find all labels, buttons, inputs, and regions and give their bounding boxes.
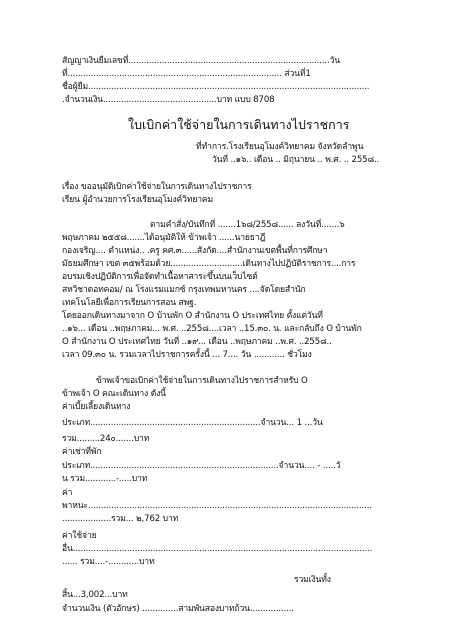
body-line: โดยออกเดินทางมาจาก O บ้านพัก O สำนักงาน O ประเทศไทย ตั้งแต่วันที่ (62, 311, 323, 321)
body-line: มัธยมศึกษา เขต ๓๕พร้อมด้วย............................เดินทางไปปฏิบัติราชการ....การ (62, 259, 356, 269)
body-line: สหวิชาดอทคอม/ ณ โรงแรมแมกซ์ กรุงเทพมหานคร ....จัดโดยสำนัก (62, 285, 306, 295)
body-line: ตามคำสั่ง/บันทึกที่ .......1๖๘/255๘...... ลงวันที่.......๖ (150, 220, 345, 230)
transport-total-line: ...................รวม... ๒,762 บาท (62, 514, 179, 524)
lodging-total-line: น รวม............-.....บาท (62, 474, 148, 484)
body-line: พฤษภาคม ๒๕๕๘.......ได้อนุมัติให้ ข้าพเจ้า ......นายธาฎี (62, 233, 266, 243)
allowance-type-line: ประเภท..................................................................จำนวน... 1 ...วัน (62, 418, 323, 428)
subject-line: เรื่อง ขออนุมัติเบิกค่าใช้จ่ายในการเดินทางไปราชการ (62, 182, 252, 192)
other-expenses-line: อื่น.................................................................................................................... (62, 544, 373, 554)
transport-line: พาหนะ.............................................................................................................. (62, 501, 372, 511)
recipient-line: เรียน ผู้อำนวยการโรงเรียนอุโมงค์วิทยาคม (62, 195, 213, 205)
grand-total-line: สิ้น...3,002...บาท (62, 590, 128, 600)
date-part-line: ที่................................................................................... ส่วนที่1 (62, 69, 311, 79)
other-expenses-heading: ค่าใช้จ่าย (62, 531, 97, 541)
other-expenses-total-line: ...... รวม....-............บาท (62, 557, 155, 567)
request-line: ข้าพเจ้า O คณะเดินทาง ดังนี้ (62, 389, 166, 399)
amount-line: .จำนวนเงิน............................................บาท แบบ 8708 (62, 95, 275, 105)
body-line: เทคโนโลยีเพื่อการเรียนการสอน สพฐ. (62, 298, 197, 308)
document-date: วันที่ ..๑๖.. เดือน .. มิถุนายน .. พ.ศ. .. 255๘.. (212, 155, 380, 165)
office-line: ที่ทำการ.โรงเรียนอุโมงค์วิทยาคม จังหวัดลำพูน (196, 142, 364, 152)
amount-in-words-line: จำนวนเงิน (ตัวอักษร) ..............สามพันสองบาทถ้วน................. (62, 604, 294, 614)
grand-total-label: รวมเงินทั้ง (294, 575, 331, 585)
document-title: ใบเบิกค่าใช้จ่ายในการเดินทางไปราชการ (128, 117, 350, 132)
lodging-heading: ค่าเช่าที่พัก (62, 447, 102, 457)
body-line: เวลา 09.๓๐ น. รวมเวลาไปราชการครั้งนี้ ... 7.... วัน ............ ชั่วโมง (62, 350, 312, 360)
borrower-line: ชื่อผู้ยืม............................................................................................................. (62, 82, 370, 92)
request-line: ข้าพเจ้าขอเบิกค่าใช้จ่ายในการเดินทางไปราชการสำหรับ O (96, 376, 308, 386)
body-line: ..๑๖... เดือน ..พฤษภาคม... พ.ศ. ..255๘....เวลา ..15.๓๐. น. และกลับถึง O บ้านพัก (62, 324, 362, 334)
body-line: กองเจริญ.... ตำแหน่ง.. .ครู คศ.๓......สังกัด....สำนักงานเขตพื้นที่การศึกษา (62, 246, 328, 256)
body-line: อบรมเชิงปฏิบัติการเพื่อจัดทำเนื้อหาสาระขึ้นบนเว็บไซต์ (62, 272, 258, 282)
contract-no-line: สัญญาเงินยืมเลขที่..............................................................................วัน (62, 56, 340, 66)
body-line: O สำนักงาน O ประเทศไทย วันที่ ..๑๙... เดือน ..พฤษภาคม ..พ.ศ. ..255๘.. (62, 337, 332, 347)
allowance-heading: ค่าเบี้ยเลี้ยงเดินทาง (62, 402, 131, 412)
allowance-total-line: รวม.........24๐.......บาท (62, 434, 150, 444)
lodging-type-line: ประเภท.........................................................................จำนวน.... - .....วั (62, 461, 341, 471)
transport-heading: ค่า (62, 488, 73, 498)
